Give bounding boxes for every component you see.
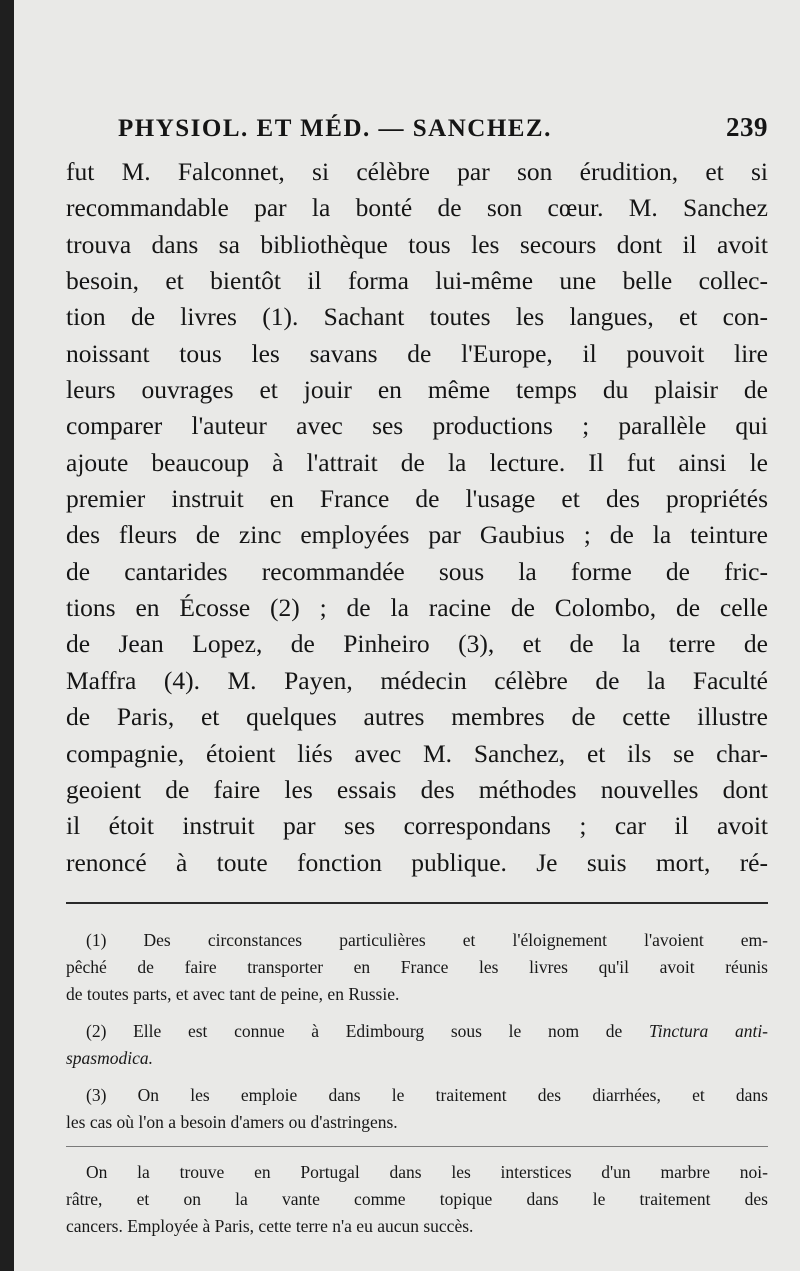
running-header <box>118 112 768 143</box>
footnote-divider <box>66 1146 768 1147</box>
body-line: compagnie, étoient liés avec M. Sanchez, et ils se char- <box>66 738 768 768</box>
footnote-line: cancers. Employée à Paris, cette terre n'a eu aucun succès. <box>66 1216 474 1236</box>
body-line: tions en Écosse (2) ; de la racine de Colombo, de celle <box>66 593 768 623</box>
footnote-separator-rule <box>66 902 768 904</box>
body-line: fut M. Falconnet, si célèbre par son érudition, et si <box>66 157 768 186</box>
body-line: de Jean Lopez, de Pinheiro (3), et de la terre de <box>66 629 768 659</box>
body-line: il étoit instruit par ses correspondans ; car il avoit <box>66 811 768 841</box>
book-page <box>14 0 800 1271</box>
footnote-line <box>66 1045 768 1072</box>
body-text <box>66 154 768 881</box>
body-line: besoin, et bientôt il forma lui-même une belle collec- <box>66 266 768 296</box>
header-title: PHYSIOL. ET MÉD. — SANCHEZ. <box>118 115 552 142</box>
body-line: leurs ouvrages et jouir en même temps du plaisir de <box>66 375 768 405</box>
footnote-line: (3) On les emploie dans le traitement des diarrhées, et dans <box>86 1085 768 1105</box>
footnote-line: de toutes parts, et avec tant de peine, en Russie. <box>66 984 400 1004</box>
body-line: comparer l'auteur avec ses productions ; parallèle qui <box>66 411 768 441</box>
body-line: renoncé à toute fonction publique. Je suis mort, ré- <box>66 847 768 877</box>
footnote-line: pêché de faire transporter en France les livres qu'il avoit réunis <box>66 957 768 977</box>
footnote-line: les cas où l'on a besoin d'amers ou d'astringens. <box>66 1112 398 1132</box>
body-line: des fleurs de zinc employées par Gaubius ; de la teinture <box>66 520 768 550</box>
footnote-3 <box>66 1082 768 1136</box>
footnote-1 <box>66 927 768 1008</box>
body-line: ajoute beaucoup à l'attrait de la lecture. Il fut ainsi le <box>66 447 768 477</box>
footnote-2-italic-term-cont: spasmodica. <box>66 1048 154 1068</box>
body-line: de Paris, et quelques autres membres de cette illustre <box>66 702 768 732</box>
body-line: recommandable par la bonté de son cœur. M. Sanchez <box>66 193 768 223</box>
body-line: Maffra (4). M. Payen, médecin célèbre de la Faculté <box>66 665 768 695</box>
footnote-line: (1) Des circonstances particulières et l'éloignement l'avoient em- <box>86 930 768 950</box>
footnote-2-text: (2) Elle est connue à Edimbourg sous le nom de <box>86 1021 623 1041</box>
footnote-line <box>66 1018 768 1045</box>
page-number: 239 <box>726 112 768 142</box>
footnote-line: râtre, et on la vante comme topique dans le traitement des <box>66 1189 768 1209</box>
body-line: trouva dans sa bibliothèque tous les secours dont il avoit <box>66 229 768 259</box>
body-line: de cantarides recommandée sous la forme de fric- <box>66 556 768 586</box>
body-line: tion de livres (1). Sachant toutes les langues, et con- <box>66 302 768 332</box>
body-line: premier instruit en France de l'usage et des propriétés <box>66 484 768 514</box>
footnote-2 <box>66 1018 768 1072</box>
footnote-line: On la trouve en Portugal dans les interstices d'un marbre noi- <box>86 1162 768 1182</box>
body-line: geoient de faire les essais des méthodes nouvelles dont <box>66 774 768 804</box>
body-line: noissant tous les savans de l'Europe, il pouvoit lire <box>66 338 768 368</box>
footnotes <box>66 927 768 1250</box>
footnote-2-italic-term: Tinctura anti- <box>648 1021 769 1041</box>
footnote-4 <box>66 1159 768 1240</box>
